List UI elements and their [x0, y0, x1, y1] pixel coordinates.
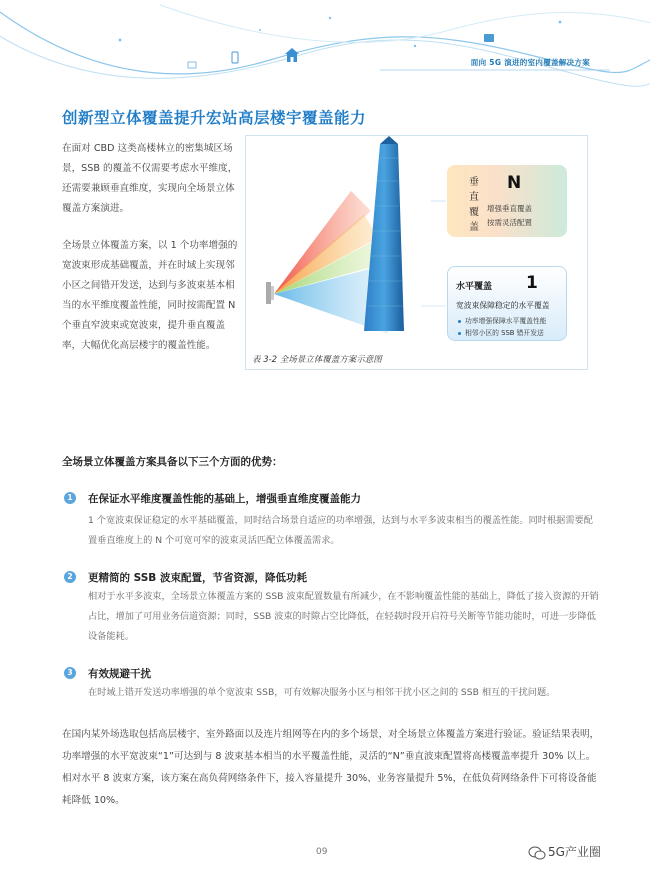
advantage-item-title: 在保证水平维度覆盖性能的基础上，增强垂直维度覆盖能力	[88, 493, 361, 505]
conclusion-paragraph: 在国内某外场选取包括高层楼宇、室外路面以及连片组网等在内的多个场景，对全场景立体覆盖方案进行验证。验证结果表明，功率增强的水平宽波束“1”可达到与 8 波束基本相当的水平覆盖性能，灵活的“N”垂直波束配置将高楼覆盖率提升 30% 以上。相对水平 8 波束方案，该方案在高负荷网络条件下，接入容量提升 30%、业务容量提升 5%，在低负荷网络条件下可将设备能耗降低 10%。	[62, 729, 600, 806]
bullet-icon	[458, 320, 461, 323]
item-number-badge: 3	[64, 667, 76, 679]
header-title: 面向 5G 演进的室内覆盖解决方案	[470, 58, 590, 67]
horizontal-coverage-label: 水平覆盖	[456, 282, 493, 292]
watermark-text: 5G产业圈	[548, 845, 601, 859]
house-icon	[285, 48, 299, 62]
vertical-coverage-label: 垂直覆盖	[469, 177, 479, 233]
advantage-item-body: 相对于水平多波束，全场景立体覆盖方案的 SSB 波束配置数量有所减少，在不影响覆盖性能的基础上，降低了接入资源的开销占比，增加了可用业务信道资源；同时，SSB 波束的时隙占空比降低，在轻载时段开启符号关断等节能功能时，可进一步降低设备能耗。	[88, 591, 599, 642]
horizontal-coverage-bullet	[458, 327, 544, 337]
advantage-item-body: 在时域上错开发送功率增强的单个宽波束 SSB，可有效解决服务小区与相邻干扰小区之间的 SSB 相互的干扰问题。	[88, 687, 556, 698]
figure-caption: 表 3-2 全场景立体覆盖方案示意图	[252, 355, 382, 365]
horizontal-coverage-subtitle: 宽波束保障稳定的水平覆盖	[456, 301, 550, 310]
watermark	[528, 843, 601, 860]
intro-paragraph: 在面对 CBD 这类高楼林立的密集城区场景，SSB 的覆盖不仅需要考虑水平维度，还需要兼顾垂直维度，实现向全场景立体覆盖方案演进。	[62, 143, 238, 214]
bullet-text: 功率增强保障水平覆盖性能	[465, 317, 547, 325]
item-number-badge: 1	[64, 492, 76, 504]
advantage-item-title: 更精简的 SSB 波束配置，节省资源，降低功耗	[88, 572, 307, 584]
bullet-icon	[458, 332, 461, 335]
horizontal-coverage-box	[447, 266, 567, 341]
item-number-badge: 2	[64, 571, 76, 583]
antenna	[266, 282, 271, 304]
vertical-coverage-symbol: N	[507, 173, 522, 193]
wechat-icon	[528, 846, 546, 860]
header-decoration	[0, 0, 650, 95]
advantages-title: 全场景立体覆盖方案具备以下三个方面的优势：	[62, 456, 283, 468]
tablet-icon	[484, 34, 494, 42]
vertical-coverage-line: 增强垂直覆盖	[487, 204, 532, 213]
page-number: 09	[316, 847, 328, 857]
phone-icon	[232, 52, 238, 63]
horizontal-coverage-symbol: 1	[526, 273, 538, 293]
horizontal-coverage-bullet	[458, 315, 547, 325]
bullet-text: 相邻小区的 SSB 错开发送	[465, 329, 544, 337]
section-title: 创新型立体覆盖提升宏站高层楼宇覆盖能力	[62, 109, 367, 127]
vertical-coverage-box	[447, 165, 567, 237]
advantage-item-body: 1 个宽波束保证稳定的水平基础覆盖，同时结合场景自适应的功率增强，达到与水平多波束相当的覆盖性能。同时根据需要配置垂直维度上的 N 个可宽可窄的波束灵活匹配立体覆盖需求。	[88, 515, 593, 546]
vertical-coverage-line: 按需灵活配置	[487, 218, 532, 227]
intro-paragraph: 全场景立体覆盖方案，以 1 个功率增强的宽波束形成基础覆盖，并在时域上实现邻小区之间错开发送，达到与多波束基本相当的水平维度覆盖性能，同时按需配置 N 个垂直窄波束或宽波束，提升垂直覆盖率，大幅优化高层楼宇的覆盖性能。	[62, 240, 238, 351]
advantage-item-title: 有效规避干扰	[88, 668, 151, 680]
monitor-icon	[188, 62, 196, 68]
